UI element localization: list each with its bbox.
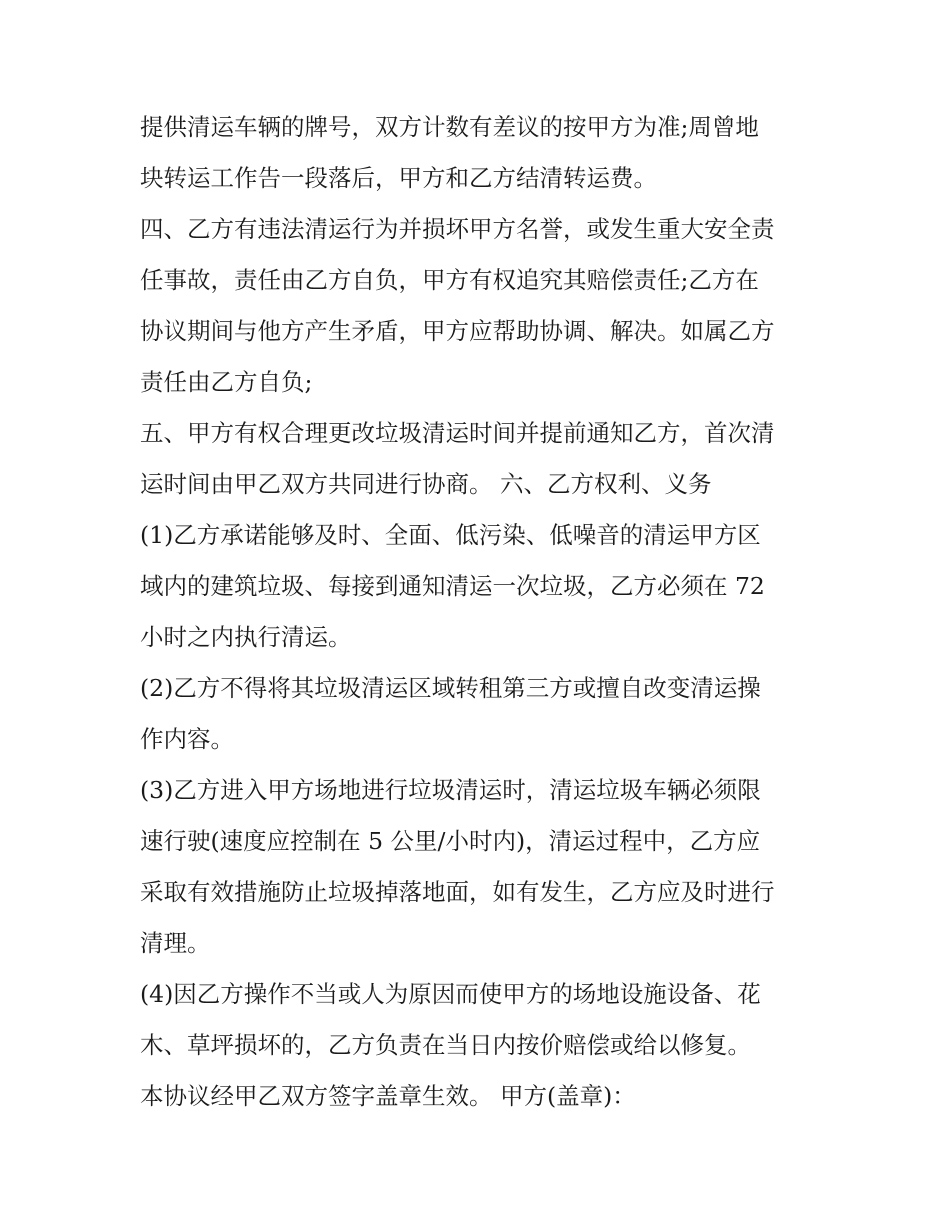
text-line: (4)因乙方操作不当或人为原因而使甲方的场地设施设备、花 (140, 980, 761, 1008)
text-line: 作内容。 (140, 725, 234, 753)
text-line: (2)乙方不得将其垃圾清运区域转租第三方或擅自改变清运操 (140, 674, 761, 702)
text-line: (3)乙方进入甲方场地进行垃圾清运时，清运垃圾车辆必须限 (140, 776, 761, 804)
text-line: (1)乙方承诺能够及时、全面、低污染、低噪音的清运甲方区 (140, 521, 761, 549)
text-line: 域内的建筑垃圾、每接到通知清运一次垃圾，乙方必须在 72 (140, 572, 765, 600)
text-line: 任事故，责任由乙方自负，甲方有权追究其赔偿责任;乙方在 (140, 266, 759, 294)
text-line: 提供清运车辆的牌号，双方计数有差议的按甲方为准;周曾地 (140, 113, 759, 141)
text-line: 四、乙方有违法清运行为并损坏甲方名誉，或发生重大安全责 (140, 215, 775, 243)
text-line: 采取有效措施防止垃圾掉落地面，如有发生，乙方应及时进行 (140, 878, 775, 906)
text-line: 责任由乙方自负; (140, 368, 313, 396)
text-line: 速行驶(速度应控制在 5 公里/小时内)，清运过程中，乙方应 (140, 827, 761, 855)
text-line: 木、草坪损坏的，乙方负责在当日内按价赔偿或给以修复。 (140, 1031, 751, 1059)
text-line: 运时间由甲乙双方共同进行协商。 六、乙方权利、义务 (140, 470, 712, 498)
text-line: 块转运工作告一段落后，甲方和乙方结清转运费。 (140, 164, 657, 192)
text-line: 五、甲方有权合理更改垃圾清运时间并提前通知乙方，首次清 (140, 419, 775, 447)
text-line: 协议期间与他方产生矛盾，甲方应帮助协调、解决。如属乙方 (140, 317, 775, 345)
document-body (140, 102, 820, 1122)
text-line: 小时之内执行清运。 (140, 623, 352, 651)
text-line: 本协议经甲乙双方签字盖章生效。 甲方(盖章)： (140, 1082, 636, 1110)
text-line: 清理。 (140, 929, 211, 957)
